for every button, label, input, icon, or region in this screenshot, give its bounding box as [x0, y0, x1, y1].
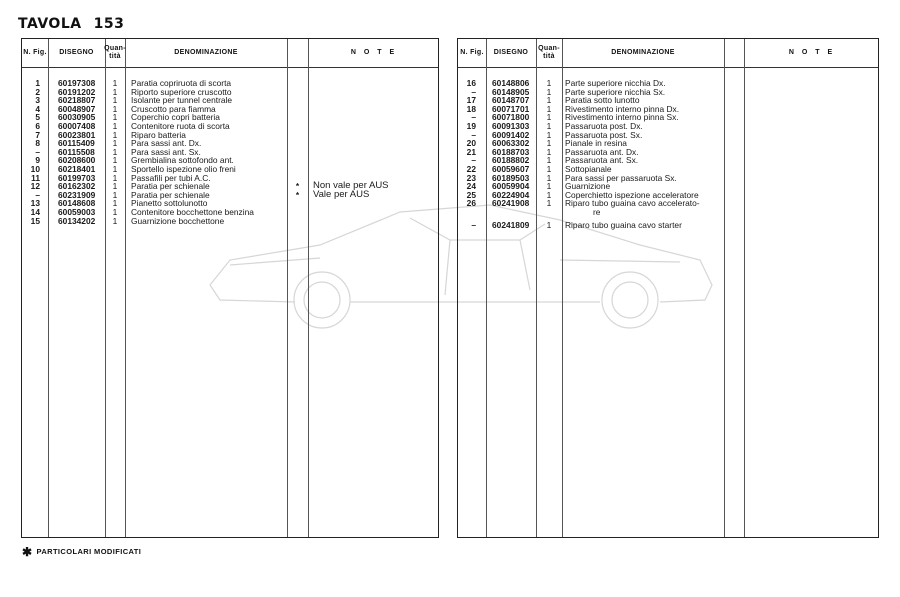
cell-denominazione: Rivestimento interno pinna Sx.	[565, 112, 679, 123]
cell-denominazione: Para sassi ant. Sx.	[131, 146, 201, 157]
cell-disegno: 60030905	[58, 112, 96, 123]
cell-denominazione: Sportello ispezione olio freni	[131, 163, 236, 174]
cell-quantita: 1	[112, 78, 118, 88]
cell-quantita: 1	[112, 86, 118, 97]
cell-denominazione: Contenitore bocchettone benzina	[131, 206, 254, 217]
cell-fig: –	[35, 146, 40, 157]
cell-quantita: 1	[546, 219, 552, 230]
parts-table-right	[457, 38, 879, 538]
cell-quantita: 1	[112, 189, 118, 200]
cell-note: Non vale per AUS	[313, 180, 389, 192]
cell-disegno: 60199703	[58, 172, 96, 183]
cell-disegno: 60071800	[492, 112, 530, 123]
cell-disegno: 60188802	[492, 155, 530, 166]
cell-fig: 11	[31, 172, 40, 183]
cell-disegno: 60063302	[492, 138, 530, 149]
cell-quantita: 1	[112, 138, 118, 149]
cell-fig: –	[471, 86, 476, 97]
cell-denominazione: Paratia copriruota di scorta	[131, 78, 232, 88]
cell-disegno: 60023801	[58, 129, 96, 140]
cell-quantita: 1	[546, 146, 552, 157]
header-quantita: Quan- tità	[104, 45, 126, 60]
cell-quantita: 1	[112, 129, 118, 140]
cell-fig: 16	[466, 78, 476, 88]
cell-denominazione: Coperchietto ispezione acceleratore	[565, 189, 699, 200]
cell-quantita: 1	[112, 206, 118, 217]
cell-disegno: 60091303	[492, 120, 530, 131]
cell-denominazione: Passaruota post. Sx.	[565, 129, 643, 140]
cell-quantita: 1	[112, 103, 118, 114]
cell-denominazione: Passafili per tubi A.C.	[131, 172, 211, 183]
table-row	[458, 199, 878, 208]
cell-fig: 22	[466, 163, 476, 174]
cell-disegno: 60148905	[492, 86, 530, 97]
cell-disegno: 60071701	[492, 103, 530, 114]
cell-disegno: 60007408	[58, 120, 96, 131]
cell-denominazione: Passaruota ant. Sx.	[565, 155, 639, 166]
cell-mark: *	[295, 181, 300, 192]
cell-denominazione: Cruscotto para fiamma	[131, 103, 216, 114]
cell-fig: 15	[30, 215, 40, 226]
cell-denominazione: Pianetto sottolunotto	[131, 198, 208, 209]
cell-quantita: 1	[546, 95, 552, 106]
cell-disegno: 60115508	[58, 146, 95, 157]
cell-disegno: 60148608	[58, 198, 96, 209]
cell-quantita: 1	[112, 198, 118, 209]
cell-denominazione: Paratia per schienale	[131, 189, 210, 200]
cell-denominazione: Guarnizione bocchettone	[131, 215, 225, 226]
cell-disegno: 60189503	[492, 172, 530, 183]
cell-disegno: 60059003	[58, 206, 96, 217]
header-divider	[22, 67, 438, 68]
cell-fig: 19	[466, 120, 476, 131]
header-disegno: DISEGNO	[493, 49, 529, 56]
table-body	[458, 79, 878, 229]
cell-quantita: 1	[112, 181, 118, 192]
header-denominazione: DENOMINAZIONE	[611, 49, 675, 56]
header-disegno: DISEGNO	[59, 49, 94, 56]
cell-quantita: 1	[112, 163, 118, 174]
cell-denominazione: Paratia per schienale	[131, 181, 210, 192]
cell-disegno: 60134202	[58, 215, 96, 226]
cell-quantita: 1	[546, 189, 552, 200]
cell-quantita: 1	[112, 120, 118, 131]
cell-fig: 4	[35, 103, 40, 114]
cell-fig: 25	[466, 189, 476, 200]
cell-fig: 14	[30, 206, 40, 217]
cell-disegno: 60162302	[58, 181, 96, 192]
cell-denominazione: Passaruota ant. Dx.	[565, 146, 639, 157]
cell-fig: 8	[35, 138, 40, 149]
cell-fig: 17	[466, 95, 476, 106]
cell-quantita: 1	[112, 215, 118, 226]
asterisk-icon: ✱	[22, 545, 33, 559]
header-denominazione: DENOMINAZIONE	[174, 49, 238, 56]
cell-quantita: 1	[546, 129, 552, 140]
cell-quantita: 1	[546, 198, 552, 209]
cell-quantita: 1	[546, 138, 552, 149]
cell-quantita: 1	[546, 112, 552, 123]
cell-fig: –	[35, 189, 40, 200]
cell-denominazione: re	[593, 206, 601, 217]
cell-disegno: 60188703	[492, 146, 530, 157]
cell-disegno: 60115409	[58, 138, 95, 149]
cell-quantita: 1	[546, 172, 552, 183]
cell-quantita: 1	[546, 120, 552, 131]
cell-quantita: 1	[112, 172, 118, 183]
table-row	[22, 217, 438, 226]
cell-fig: 10	[30, 163, 40, 174]
cell-fig: –	[471, 112, 476, 123]
cell-disegno: 60218401	[58, 163, 96, 174]
cell-fig: 24	[466, 181, 476, 192]
cell-quantita: 1	[112, 146, 118, 157]
table-row	[458, 221, 878, 230]
cell-quantita: 1	[112, 112, 118, 123]
header-fig: N. Fig.	[460, 49, 484, 56]
parts-table-left	[21, 38, 439, 538]
cell-denominazione: Para sassi per passaruota Sx.	[565, 172, 677, 183]
cell-fig: –	[471, 129, 476, 140]
title-label: TAVOLA	[18, 16, 82, 32]
cell-denominazione: Rivestimento interno pinna Dx.	[565, 103, 680, 114]
cell-fig: 9	[35, 155, 40, 166]
cell-quantita: 1	[546, 181, 552, 192]
cell-fig: 3	[35, 95, 40, 106]
cell-fig: –	[471, 219, 476, 230]
cell-fig: 7	[35, 129, 40, 140]
cell-denominazione: Riporto superiore cruscotto	[131, 86, 232, 97]
cell-disegno: 60091402	[492, 129, 530, 140]
cell-denominazione: Sottopianale	[565, 163, 612, 174]
cell-fig: 1	[35, 78, 40, 88]
cell-disegno: 60191202	[58, 86, 96, 97]
cell-quantita: 1	[546, 163, 552, 174]
table-row	[458, 208, 878, 217]
cell-fig: 6	[35, 120, 40, 131]
cell-disegno: 60231909	[58, 189, 96, 200]
cell-fig: –	[471, 155, 476, 166]
cell-disegno: 60048907	[58, 103, 96, 114]
cell-disegno: 60241908	[492, 198, 530, 209]
cell-disegno: 60059607	[492, 163, 530, 174]
cell-quantita: 1	[112, 95, 118, 106]
cell-denominazione: Parte superiore nicchia Sx.	[565, 86, 666, 97]
footer-legend	[22, 545, 141, 559]
page-title	[18, 16, 124, 32]
header-quantita: Quan- tità	[538, 45, 560, 60]
cell-fig: 12	[30, 181, 40, 192]
header-fig: N. Fig.	[23, 49, 47, 56]
cell-fig: 26	[466, 198, 476, 209]
header-note: N O T E	[350, 49, 398, 56]
cell-fig: 20	[466, 138, 476, 149]
cell-quantita: 1	[546, 103, 552, 114]
cell-quantita: 1	[546, 155, 552, 166]
cell-denominazione: Parte superiore nicchia Dx.	[565, 78, 666, 88]
cell-denominazione: Isolante per tunnel centrale	[131, 95, 233, 106]
cell-denominazione: Grembialina sottofondo ant.	[131, 155, 234, 166]
cell-disegno: 60059904	[492, 181, 530, 192]
cell-disegno: 60197308	[58, 78, 96, 88]
cell-denominazione: Pianale in resina	[565, 138, 627, 149]
cell-disegno: 60148707	[492, 95, 530, 106]
header-note: N O T E	[788, 49, 836, 56]
table-body	[22, 79, 438, 225]
cell-denominazione: Coperchio copri batteria	[131, 112, 220, 123]
cell-fig: 23	[466, 172, 476, 183]
header-divider	[458, 67, 878, 68]
cell-disegno: 60208600	[58, 155, 96, 166]
cell-denominazione: Riparo tubo guaina cavo accelerato-	[565, 198, 700, 209]
cell-disegno: 60224904	[492, 189, 530, 200]
cell-mark: *	[295, 189, 300, 200]
cell-disegno: 60148806	[492, 78, 530, 88]
cell-quantita: 1	[546, 86, 552, 97]
cell-quantita: 1	[112, 155, 118, 166]
cell-quantita: 1	[546, 78, 552, 88]
cell-note: Vale per AUS	[313, 188, 370, 200]
cell-denominazione: Passaruota post. Dx.	[565, 120, 643, 131]
cell-disegno: 60218807	[58, 95, 96, 106]
cell-denominazione: Riparo batteria	[131, 129, 186, 140]
cell-fig: 21	[466, 146, 476, 157]
cell-denominazione: Para sassi ant. Dx.	[131, 138, 202, 149]
cell-denominazione: Contenitore ruota di scorta	[131, 120, 230, 131]
cell-denominazione: Guarnizione	[565, 181, 611, 192]
footer-text: PARTICOLARI MODIFICATI	[36, 547, 142, 556]
cell-denominazione: Riparo tubo guaina cavo starter	[565, 219, 682, 230]
cell-denominazione: Paratia sotto lunotto	[565, 95, 640, 106]
cell-fig: 5	[35, 112, 40, 123]
cell-fig: 2	[35, 86, 40, 97]
cell-disegno: 60241809	[492, 219, 530, 230]
cell-fig: 13	[30, 198, 40, 209]
title-number: 153	[93, 16, 125, 32]
cell-fig: 18	[466, 103, 476, 114]
